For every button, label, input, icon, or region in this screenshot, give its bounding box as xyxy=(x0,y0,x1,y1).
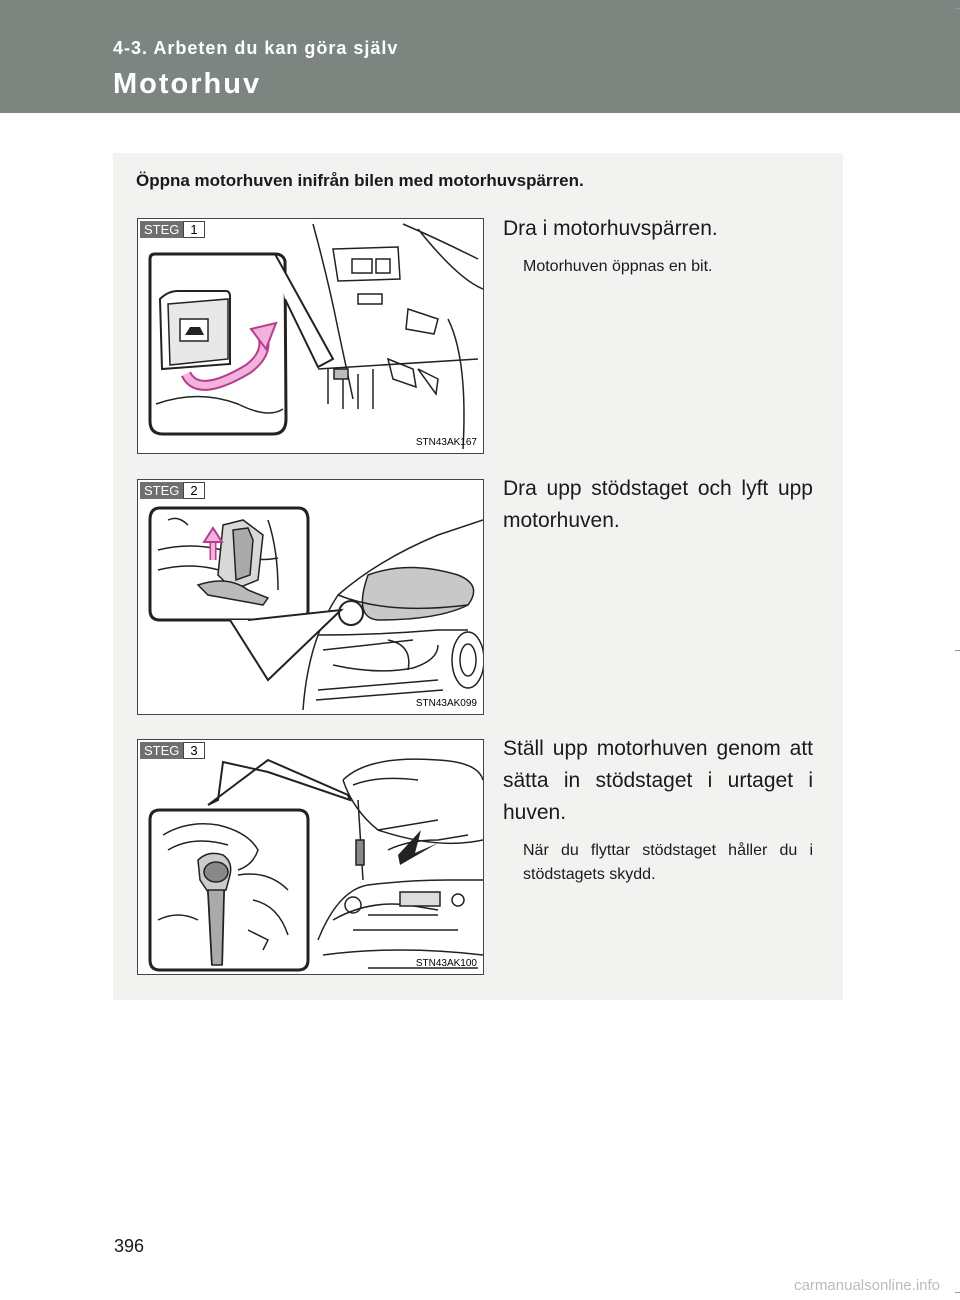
page-title: Motorhuv xyxy=(113,68,262,100)
step-2-illustration xyxy=(137,479,484,715)
image-code: STN43AK100 xyxy=(415,958,477,969)
image-code: STN43AK167 xyxy=(415,437,477,448)
step-1-instruction: Dra i motorhuvspärren. xyxy=(503,217,718,240)
step-badge-label: STEG xyxy=(140,742,183,759)
step-2-text-block xyxy=(503,473,813,537)
step-badge-label: STEG xyxy=(140,221,183,238)
crop-mark xyxy=(955,8,960,9)
image-code: STN43AK099 xyxy=(415,698,477,709)
crop-mark xyxy=(955,1292,960,1293)
step-badge xyxy=(140,221,205,238)
support-rod-release-illustration xyxy=(138,480,484,715)
step-badge-number: 1 xyxy=(183,221,204,238)
page-number: 396 xyxy=(114,1236,145,1256)
step-3-instruction: Ställ upp motorhuven genom att sätta in stödstaget i urtaget i huven. xyxy=(503,737,813,824)
step-1-text-block xyxy=(503,213,813,279)
section-label: 4-3. Arbeten du kan göra själv xyxy=(113,38,399,58)
step-badge xyxy=(140,482,205,499)
watermark: carmanualsonline.info xyxy=(794,1277,940,1294)
step-badge xyxy=(140,742,205,759)
content-panel xyxy=(113,153,843,1000)
step-3-text-block xyxy=(503,733,813,887)
step-1-note: Motorhuven öppnas en bit. xyxy=(523,258,713,275)
page-header xyxy=(0,0,960,113)
intro-text: Öppna motorhuven inifrån bilen med motorhuvspärren. xyxy=(136,171,584,190)
step-2-instruction: Dra upp stödstaget och lyft upp motorhuven. xyxy=(503,477,813,532)
hood-release-lever-illustration xyxy=(138,219,484,454)
step-badge-label: STEG xyxy=(140,482,183,499)
step-3-illustration xyxy=(137,739,484,975)
step-badge-number: 3 xyxy=(183,742,204,759)
step-3-note: När du flyttar stödstaget håller du i stödstagets skydd. xyxy=(523,842,813,883)
crop-mark xyxy=(955,650,960,651)
step-badge-number: 2 xyxy=(183,482,204,499)
step-1-illustration xyxy=(137,218,484,454)
hood-prop-insert-illustration xyxy=(138,740,484,975)
